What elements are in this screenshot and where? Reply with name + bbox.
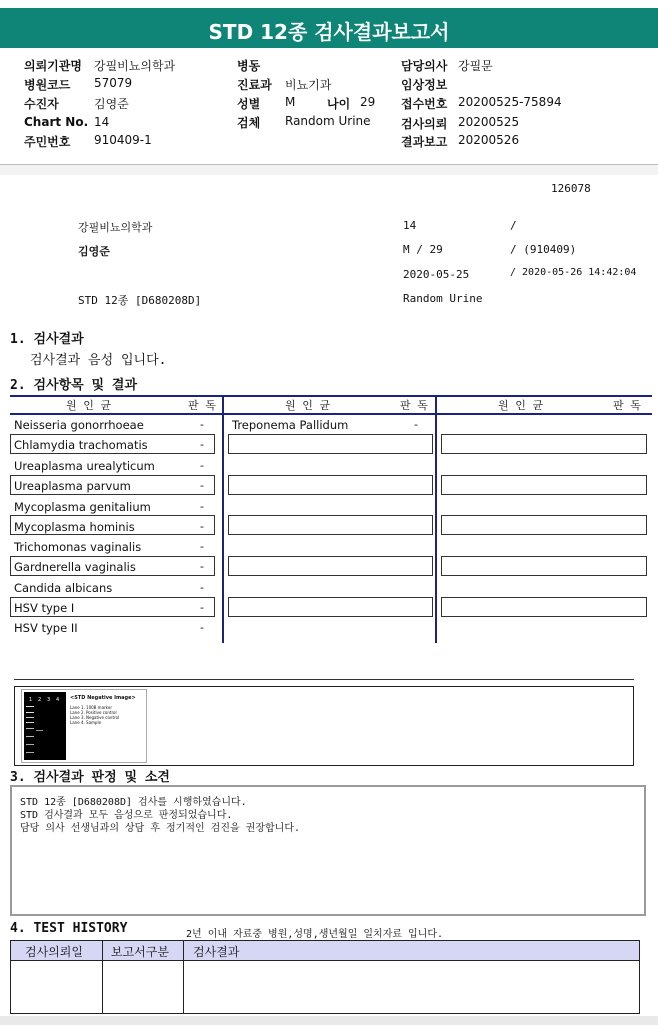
history-table [10, 940, 640, 1014]
organism-name: Neisseria gonorrhoeae [14, 418, 144, 432]
grid-divider-1 [222, 395, 224, 643]
col1-organism-header: 원 인 균 [66, 399, 112, 412]
gel-caption: <STD Negative Image> [70, 695, 136, 701]
grid-header-rule [10, 413, 652, 415]
ward-label: 병동 [237, 59, 261, 73]
history-header-row [11, 941, 639, 961]
result-box [441, 556, 647, 576]
hospital-label: 의뢰기관명 [24, 59, 82, 73]
hospital-value: 강필비뇨의학과 [94, 59, 176, 73]
age-value: 29 [360, 95, 376, 109]
organism-result: - [200, 418, 204, 431]
ssn-value: 910409-1 [94, 133, 152, 147]
result-box [441, 597, 647, 617]
report-hospital: 강필비뇨의학과 [78, 221, 153, 234]
organism-result: - [200, 438, 204, 451]
organism-result: - [200, 540, 204, 553]
receipt-label: 접수번호 [401, 97, 448, 111]
section2-title: 2. 검사항목 및 결과 [10, 378, 138, 393]
code-value: 57079 [94, 76, 133, 90]
organism-name: Chlamydia trachomatis [14, 438, 148, 452]
section4-title: 4. TEST HISTORY [10, 921, 128, 936]
col2-organism-header: 원 인 균 [285, 399, 331, 412]
conclusion-line: 담당 의사 선생님과의 상담 후 정기적인 검진을 권장합니다. [20, 823, 301, 834]
chart-value: 14 [94, 115, 110, 129]
organism-result: - [200, 520, 204, 533]
report-received: 2020-05-25 [403, 268, 470, 281]
sex-value: M [285, 95, 296, 109]
lane-number: 4 [56, 697, 60, 703]
col2-result-header: 판 독 [400, 399, 428, 412]
conclusion-line: STD 검사결과 모두 음성으로 판정되었습니다. [20, 810, 233, 821]
report-specimen: Random Urine [403, 292, 483, 305]
gel-image [24, 692, 66, 760]
result-box [228, 597, 433, 617]
result-box [228, 434, 433, 454]
request-label: 검사의뢰 [401, 117, 448, 131]
col3-organism-header: 원 인 균 [498, 399, 544, 412]
report-value: 20200526 [458, 133, 520, 147]
result-box [228, 515, 433, 535]
result-box [441, 515, 647, 535]
conclusion-box [10, 785, 646, 916]
report-number: 126078 [551, 182, 591, 195]
lane-number: 1 [29, 697, 33, 703]
report-patient: 김영준 [78, 245, 110, 258]
gel-legend-item: Lane 4. Sample [70, 720, 102, 725]
organism-result: - [200, 500, 204, 513]
report-birth: / (910409) [510, 243, 577, 256]
organism-name: Candida albicans [14, 581, 113, 595]
organism-name: Ureaplasma parvum [14, 479, 131, 493]
organism-result: - [200, 479, 204, 492]
patient-label: 수진자 [24, 97, 59, 111]
col1-result-header: 판 독 [188, 399, 216, 412]
col3-result-header: 판 독 [613, 399, 641, 412]
grid-divider-2 [435, 395, 437, 643]
organism-name: Mycoplasma genitalium [14, 500, 151, 514]
lane-number: 3 [47, 697, 51, 703]
sex-label: 성별 [237, 97, 261, 111]
age-label: 나이 [327, 97, 351, 111]
doctor-value: 강필문 [458, 59, 493, 73]
result-box [228, 556, 433, 576]
history-col-divider [183, 941, 184, 1013]
gel-image-panel [14, 686, 634, 766]
chart-label: Chart No. [24, 115, 89, 129]
history-note: 2년 이내 자료중 병원,성명,생년월일 일치자료 입니다. [186, 929, 444, 940]
history-col-divider [102, 941, 103, 1013]
dept-label: 진료과 [237, 78, 272, 92]
report-slash: / [510, 219, 517, 232]
receipt-value: 20200525-75894 [458, 95, 562, 109]
section3-title: 3. 검사결과 판정 및 소견 [10, 770, 170, 785]
result-box [441, 475, 647, 495]
specimen-value: Random Urine [285, 114, 371, 128]
organism-name: Mycoplasma hominis [14, 520, 135, 534]
organism-result: - [200, 459, 204, 472]
organism-result: - [200, 560, 204, 573]
title-banner [0, 8, 658, 48]
patient-header [0, 48, 658, 165]
report-title: STD 12종 검사결과보고서 [208, 20, 450, 44]
doctor-label: 담당의사 [401, 59, 448, 73]
results-grid [10, 395, 652, 643]
ssn-label: 주민번호 [24, 135, 71, 149]
section1-title: 1. 검사결과 [10, 332, 84, 347]
section1-body: 검사결과 음성 입니다. [30, 353, 167, 368]
organism-name: HSV type II [14, 621, 78, 635]
clinical-label: 임상정보 [401, 78, 448, 92]
report-test-code: STD 12종 [D680208D] [78, 294, 202, 307]
conclusion-line: STD 12종 [D680208D] 검사를 시행하였습니다. [20, 797, 247, 808]
result-box [228, 475, 433, 495]
organism-name: Gardnerella vaginalis [14, 560, 136, 574]
gel-legend-item: Lane 1. 100B marker [70, 705, 112, 710]
request-value: 20200525 [458, 115, 520, 129]
report-reported: / 2020-05-26 14:42:04 [510, 267, 637, 278]
report-chart: 14 [403, 219, 417, 232]
organism-name: Treponema Pallidum [232, 418, 349, 432]
history-col-type: 보고서구분 [111, 945, 169, 959]
report-label: 결과보고 [401, 135, 448, 149]
report-sex-age: M / 29 [403, 243, 443, 256]
separator-band [0, 165, 658, 175]
patient-value: 김영준 [94, 97, 129, 111]
code-label: 병원코드 [24, 78, 71, 92]
gel-legend [70, 705, 119, 725]
image-top-rule [14, 679, 634, 680]
bottom-band [0, 1016, 658, 1025]
history-col-date: 검사의뢰일 [25, 945, 83, 959]
lane-number: 2 [38, 697, 42, 703]
result-box [441, 434, 647, 454]
organism-result: - [414, 418, 418, 431]
history-col-result: 검사결과 [193, 945, 240, 959]
gel-bands [24, 692, 66, 760]
dept-value: 비뇨기과 [285, 78, 332, 92]
organism-name: Ureaplasma urealyticum [14, 459, 155, 473]
organism-result: - [200, 621, 204, 634]
organism-result: - [200, 601, 204, 614]
gel-image-card [21, 689, 147, 763]
organism-name: Trichomonas vaginalis [14, 540, 142, 554]
organism-name: HSV type I [14, 601, 75, 615]
specimen-label: 검체 [237, 116, 261, 130]
gel-legend-item: Lane 3. Negative control [70, 715, 120, 720]
gel-legend-item: Lane 2. Positive control [70, 710, 117, 715]
organism-result: - [200, 581, 204, 594]
